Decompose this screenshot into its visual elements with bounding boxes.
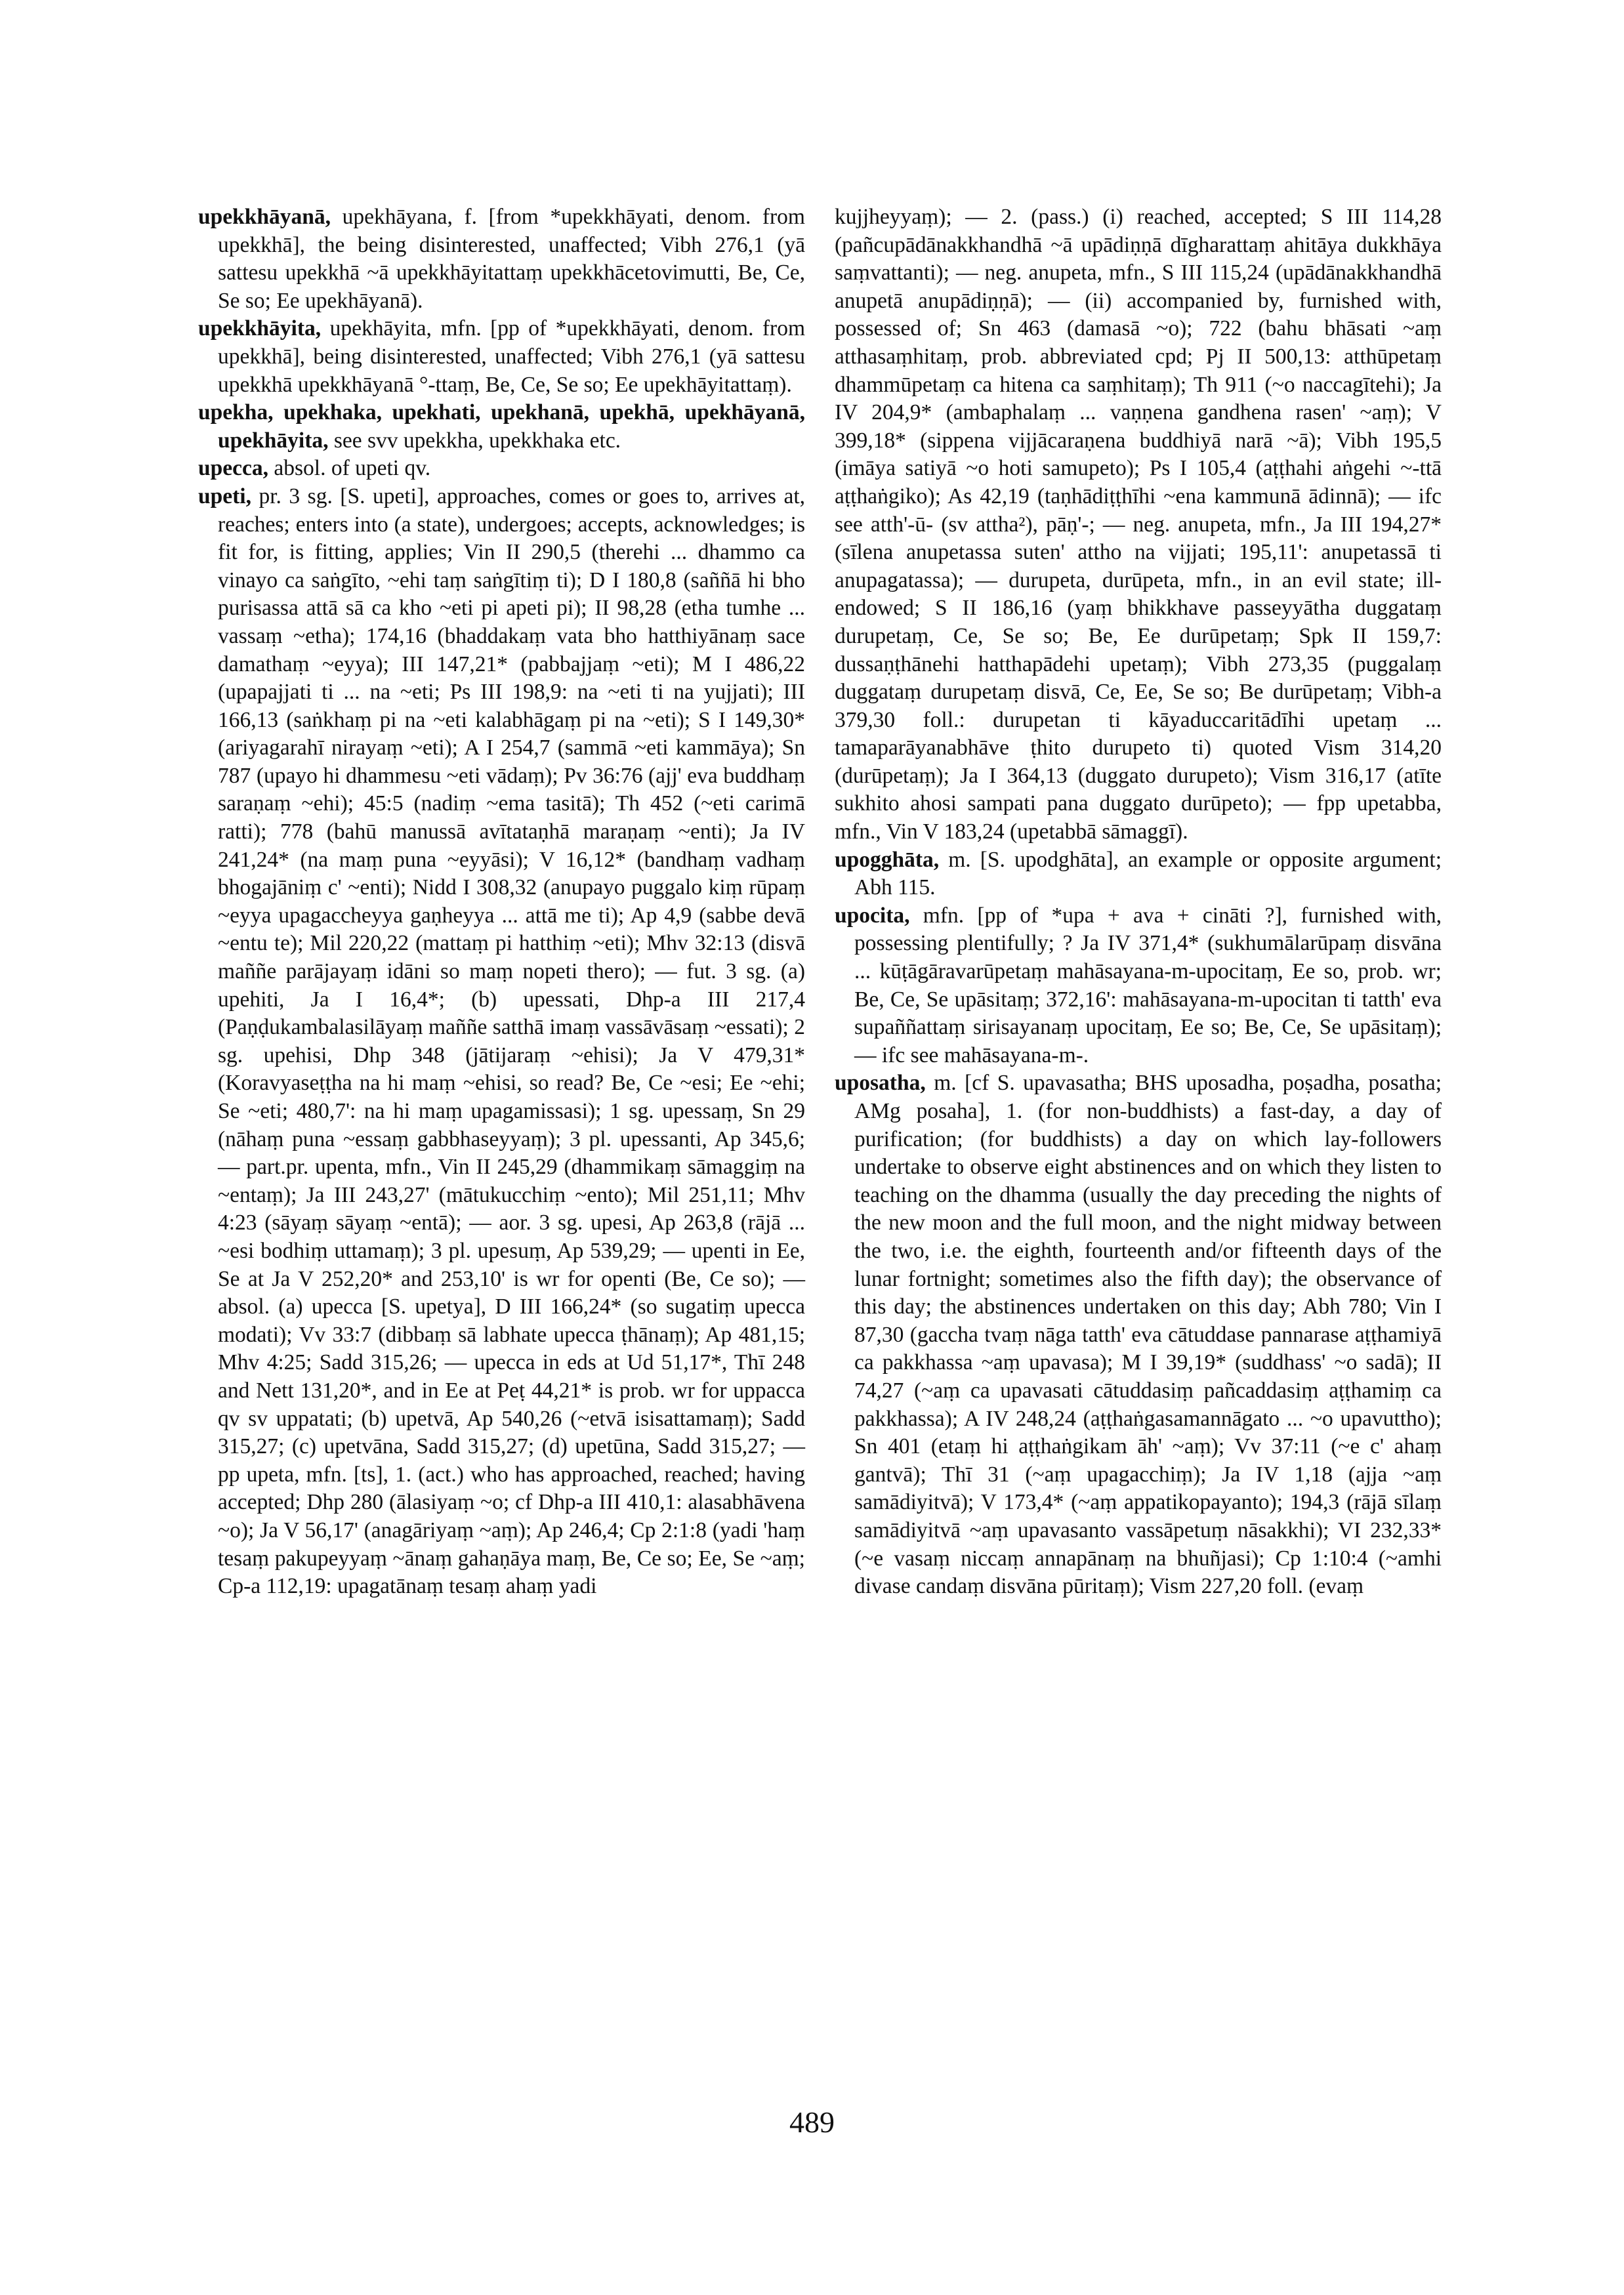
headword: uposatha, (835, 1071, 926, 1096)
page-number: 489 (789, 2105, 835, 2139)
headword: upekkhāyanā, (198, 205, 331, 229)
headword: upogghāta, (835, 847, 940, 872)
right-column (835, 203, 1442, 1601)
entry (198, 455, 805, 483)
headword: upekha, upekhaka, upekhati, upekhanā, upekhā, upekhāyanā, upekhāyita, (198, 400, 805, 453)
entry (198, 203, 805, 315)
entry (835, 902, 1442, 1070)
entry-body: m. [cf S. upavasatha; BHS uposadha, poṣadha, posatha; AMg posaha], 1. (for non-buddhists) a fast-day, a day of purification; (for buddhists) a day on which lay-followers undertake to observe eight abstinences and on which they listen to teaching on the dhamma (usually the day preceding the nights of the new moon and the full moon, and the night midway between the two, i.e. the eighth, fourteenth and/or fifteenth days of the lunar fortnight; sometimes also the fifth day); the observance of this day; the abstinences undertaken on this day; Abh 780; Vin I 87,30 (gaccha tvaṃ nāga tatth' eva cātuddase pannarase aṭṭhamiyā ca pakkhassa ~aṃ upavasa); M I 39,19* (suddhass' ~o sadā); II 74,27 (~aṃ ca upavasati cātuddasiṃ pañcaddasiṃ aṭṭhamiṃ ca pakkhassa); A IV 248,24 (aṭṭhaṅgasamannāgato ... ~o upavuttho); Sn 401 (etaṃ hi aṭṭhaṅgikam āh' ~aṃ); Vv 37:11 (~e c' ahaṃ gantvā); Thī 31 (~aṃ upagacchiṃ); Ja IV 1,18 (ajja ~aṃ samādiyitvā); V 173,4* (~aṃ appatikopayanto); 194,3 (rājā sīlaṃ samādiyitvā ~aṃ upavasanto vassāpetuṃ nāsakkhi); VI 232,33* (~e vasaṃ niccaṃ annapānaṃ na bhuñjasi); Cp 1:10:4 (~amhi divase candaṃ disvāna pūritaṃ); Vism 227,20 foll. (evaṃ (854, 1071, 1442, 1599)
entry-body: see svv upekkha, upekkhaka etc. (333, 428, 621, 453)
entry (198, 315, 805, 399)
headword: upecca, (198, 456, 268, 481)
entry-body: upekhāyana, f. [from *upekkhāyati, denom. from upekkhā], the being disinterested, unaffected; Vibh 276,1 (yā sattesu upekkhā ~ā upekkhāyitattaṃ upekkhācetovimutti, Be, Ce, Se so; Ee upekhāyanā). (218, 205, 805, 313)
entry (835, 846, 1442, 902)
entry-body: kujjheyyaṃ); — 2. (pass.) (i) reached, accepted; S III 114,28 (pañcupādānakkhandhā ~ā upādiṇṇā dīgharattaṃ ahitāya dukkhāya saṃvattanti); — neg. anupeta, mfn., S III 115,24 (upādānakkhandhā anupetā anupādiṇṇā); — (ii) accompanied by, furnished with, possessed of; Sn 463 (damasā ~o); 722 (bahu bhāsati ~aṃ atthasaṃhitaṃ, prob. abbreviated cpd; Pj II 500,13: atthūpetaṃ dhammūpetaṃ ca hitena ca saṃhitaṃ); Th 911 (~o naccagītehi); Ja IV 204,9* (ambaphalaṃ ... vaṇṇena gandhena rasen' ~aṃ); V 399,18* (sippena vijjācaraṇena buddhiyā narā ~ā); Vibh 195,5 (imāya satiyā ~o hoti samupeto); Ps I 105,4 (aṭṭhahi aṅgehi ~-ttā aṭṭhaṅgiko); As 42,19 (taṇhādiṭṭhīhi ~ena kammunā ādinnā); — ifc see atth'-ū- (sv attha²), pāṇ'-; — neg. anupeta, mfn., Ja III 194,27* (sīlena anupetassa suten' attho na vijjati; 195,11': anupetassā ti anupagatassa); — durupeta, durūpeta, mfn., in an evil state; ill-endowed; S II 186,16 (yaṃ bhikkhave passeyyātha duggataṃ durupetaṃ, Ce, Se so; Be, Ee durūpetaṃ; Spk II 159,7: dussaṇṭhānehi hatthapādehi upetaṃ); Vibh 273,35 (puggalaṃ duggataṃ durupetaṃ disvā, Ce, Ee, Se so; Be durūpetaṃ; Vibh-a 379,30 foll.: durupetan ti kāyaduccaritādīhi upetaṃ ... tamaparāyanabhāve ṭhito durupeto ti) quoted Vism 314,20 (durūpetaṃ); Ja I 364,13 (duggato durupeto); Vism 316,17 (atīte sukhito ahosi sampati pana duggato durūpeto); — fpp upetabba, mfn., Vin V 183,24 (upetabbā sāmaggī). (835, 205, 1442, 844)
entry (198, 483, 805, 1601)
entry (198, 399, 805, 455)
left-column (198, 203, 805, 1601)
entry-body: upekhāyita, mfn. [pp of *upekkhāyati, denom. from upekkhā], being disinterested, unaffected; Vibh 276,1 (yā sattesu upekkhā upekkhāyanā °-ttaṃ, Be, Ce, Se so; Ee upekhāyitattaṃ). (218, 316, 806, 397)
entry-body: m. [S. upodghāta], an example or opposite argument; Abh 115. (854, 847, 1442, 900)
headword: upocita, (835, 903, 910, 928)
entry-body: mfn. [pp of *upa + ava + cināti ?], furnished with, possessing plentifully; ? Ja IV 371,4* (sukhumālarūpaṃ disvāna ... kūṭāgāravarūpetaṃ mahāsayana-m-upocitaṃ, Ee so, prob. wr; Be, Ce, Se upāsitaṃ; 372,16': mahāsayana-m-upocitan ti tatth' eva supaññattaṃ sirisayanaṃ upocitaṃ, Ee so; Be, Ce, Se upāsitaṃ); — ifc see mahāsayana-m-. (854, 903, 1442, 1067)
entry-body: absol. of upeti qv. (274, 456, 431, 481)
entry-continuation (835, 203, 1442, 846)
entry (835, 1069, 1442, 1600)
headword: upekkhāyita, (198, 316, 322, 341)
entry-body: pr. 3 sg. [S. upeti], approaches, comes or goes to, arrives at, reaches; enters into (a state), undergoes; accepts, acknowledges; is fit for, is fitting, applies; Vin II 290,5 (therehi ... dhammo ca vinayo ca saṅgīto, ~ehi taṃ saṅgītiṃ ti); D I 180,8 (saññā hi bho purisassa attā sā ca kho ~eti pi apeti pi); II 98,28 (etha tumhe ... vassaṃ ~etha); 174,16 (bhaddakaṃ vata bho hatthiyānaṃ sace damathaṃ ~eyya); III 147,21* (pabbajjaṃ ~eti); M I 486,22 (upapajjati ti ... na ~eti; Ps III 198,9: na ~eti ti na yujjati); III 166,13 (saṅkhaṃ pi na ~eti kalabhāgaṃ pi na ~eti); S I 149,30* (ariyagarahī nirayaṃ ~eti); A I 254,7 (sammā ~eti kammāya); Sn 787 (upayo hi dhammesu ~eti vādaṃ); Pv 36:76 (ajj' eva buddhaṃ saraṇaṃ ~ehi); 45:5 (nadiṃ ~ema tasitā); Th 452 (~eti carimā ratti); 778 (bahū manussā avītataṇhā maraṇaṃ ~enti); Ja IV 241,24* (na maṃ puna ~eyyāsi); V 16,12* (bandhaṃ vadhaṃ bhogajāniṃ c' ~enti); Nidd I 308,32 (anupayo puggalo kiṃ rūpaṃ ~eyya upagaccheyya gaṇheyya ... attā me ti); Ap 4,9 (sabbe devā ~entu te); Mil 220,22 (mattaṃ pi hatthiṃ ~eti); Mhv 32:13 (disvā maññe parājayaṃ idāni so maṃ nopeti thero); — fut. 3 sg. (a) upehiti, Ja I 16,4*; (b) upessati, Dhp-a III 217,4 (Paṇḍukambalasilāyaṃ maññe satthā imaṃ vassāvāsaṃ ~essati); 2 sg. upehisi, Dhp 348 (jātijaraṃ ~ehisi); Ja V 479,31* (Koravyaseṭṭha na hi maṃ ~ehisi, so read? Be, Ce ~esi; Ee ~ehi; Se ~eti; 480,7': na hi maṃ upagamissasi); 1 sg. upessaṃ, Sn 29 (nāhaṃ puna ~essaṃ gabbhaseyyaṃ); 3 pl. upessanti, Ap 345,6; — part.pr. upenta, mfn., Vin II 245,29 (dhammikaṃ sāmaggiṃ na ~entaṃ); Ja III 243,27' (mātukucchiṃ ~ento); Mil 251,11; Mhv 4:23 (sāyaṃ sāyaṃ ~entā); — aor. 3 sg. upesi, Ap 263,8 (rājā ... ~esi bodhiṃ uttamaṃ); 3 pl. upesuṃ, Ap 539,29; — upenti in Ee, Se at Ja V 252,20* and 253,10' is wr for openti (Be, Ce so); — absol. (a) upecca [S. upetya], D III 166,24* (so sugatiṃ upecca modati); Vv 33:7 (dibbaṃ sā labhate upecca ṭhānaṃ); Ap 481,15; Mhv 4:25; Sadd 315,26; — upecca in eds at Ud 51,17*, Thī 248 and Nett 131,20*, and in Ee at Peṭ 44,21* is prob. wr for uppacca qv sv uppatati; (b) upetvā, Ap 540,26 (~etvā isisattamaṃ); Sadd 315,27; (c) upetvāna, Sadd 315,27; (d) upetūna, Sadd 315,27; — pp upeta, mfn. [ts], 1. (act.) who has approached, reached; having accepted; Dhp 280 (ālasiyaṃ ~o; cf Dhp-a III 410,1: alasabhāvena ~o); Ja V 56,17' (anagāriyaṃ ~aṃ); Ap 246,4; Cp 2:1:8 (yadi 'haṃ tesaṃ pakupeyyaṃ ~ānaṃ gahaṇāya maṃ, Be, Ce so; Ee, Se ~aṃ; Cp-a 112,19: upagatānaṃ tesaṃ ahaṃ yadi (218, 484, 805, 1599)
headword: upeti, (198, 484, 251, 508)
